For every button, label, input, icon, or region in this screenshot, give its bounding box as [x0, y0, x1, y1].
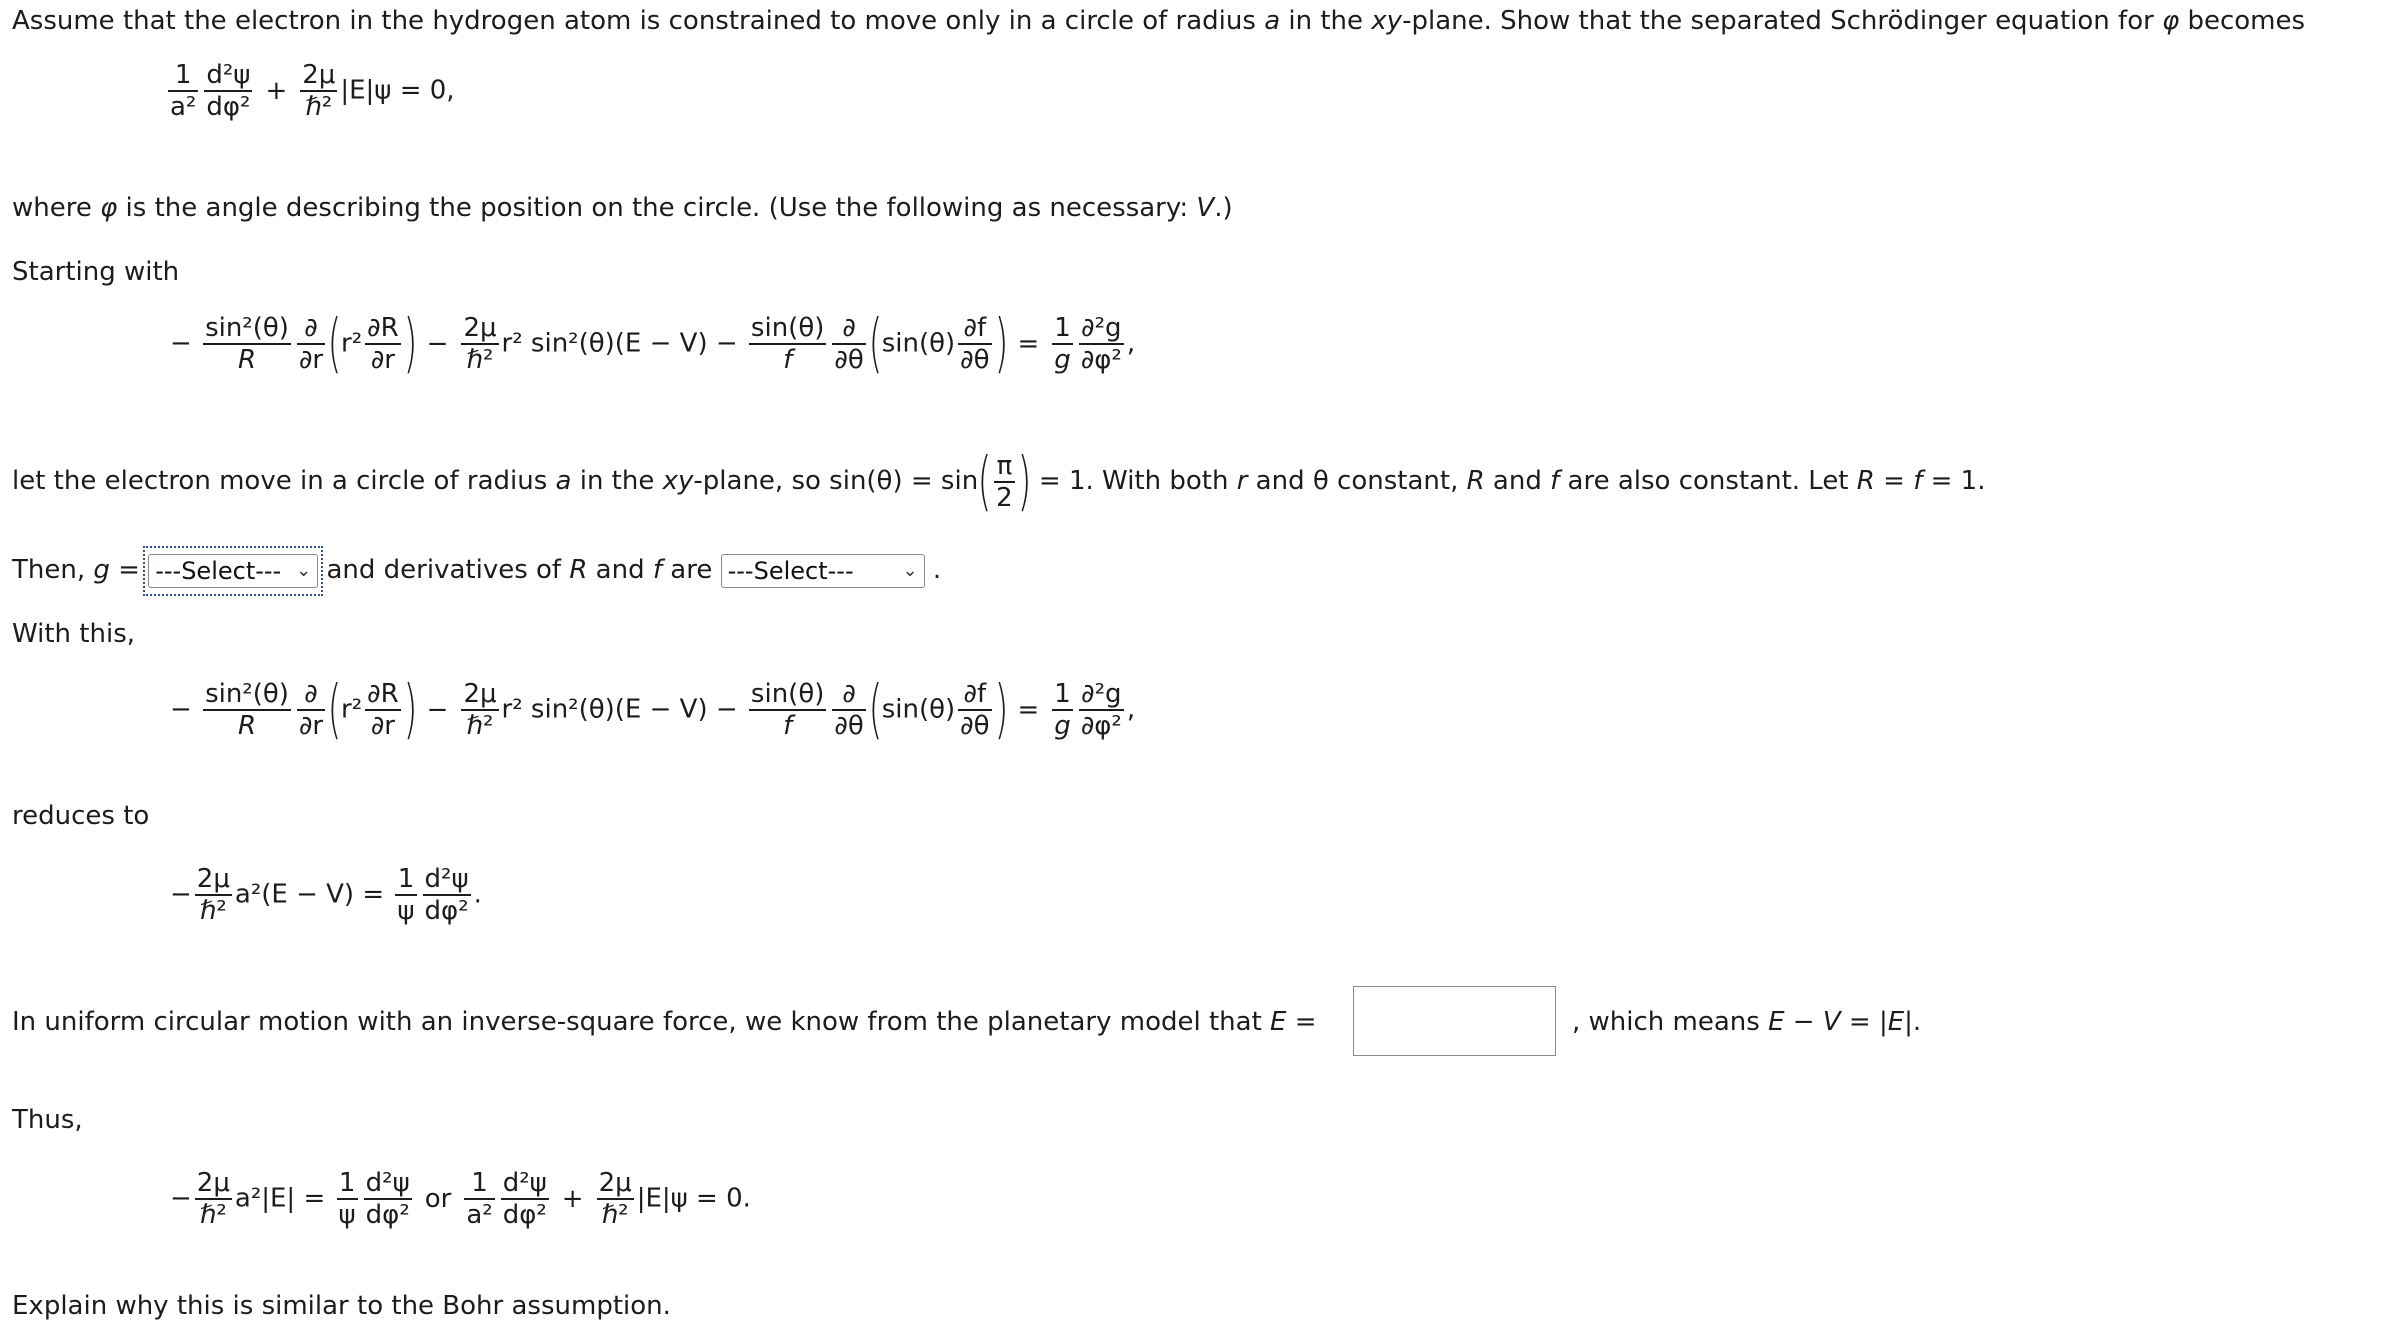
uniform-motion-tail: , which means E − V = |E|.	[1572, 1007, 1922, 1037]
let-line: let the electron move in a circle of radius a in the xy-plane, so sin(θ) = sin( $\frac{\pi}{2}$ ) = 1. With both r and θ constant, R and f are also constant. Let R = f = 1.	[12, 444, 1986, 519]
thus-label: Thus,	[12, 1105, 83, 1135]
separated-equation-start: − $\frac{\text{sin²(θ)}}{R}$ $\frac{\partial}{\partial r}$ (r² $\frac{\partial R}{\partial r}$ ) − $\frac{2\mu}{\text{ℏ²}}$ r² sin²(θ)(E − V) − $\frac{\sin(\theta)}{f}$ $\frac{\partial}{\partial\theta}$ (sin(θ) $\frac{\partial f}{\partial\theta}$ ) = $\frac{1}{g}$ $\frac{\text{∂²g}}{\text{∂φ²}}$ ,	[170, 307, 1136, 381]
with-this-label: With this,	[12, 619, 136, 649]
reduces-to-label: reduces to	[12, 801, 150, 831]
problem-intro: Assume that the electron in the hydrogen atom is constrained to move only in a circle of radius a in the xy-plane. Show that the separated Schrödinger equation for φ becomes	[12, 6, 2306, 36]
final-equation: − $\frac{2\mu}{\text{ℏ²}}$ a²|E| = $\frac{1}{\psi}$ $\frac{\text{d²ψ}}{\text{dφ²}}$ or $\frac{1}{\text{a²}}$ $\frac{\text{d²ψ}}{\text{dφ²}}$ + $\frac{2\mu}{\text{ℏ²}}$ |E|ψ = 0.	[170, 1168, 751, 1230]
then-line: Then, g = ---Select--- ⌄ and derivatives of R and f are ---Select--- ⌄ .	[12, 550, 941, 591]
derivatives-select[interactable]	[721, 551, 925, 591]
derivatives-select-value: ---Select---	[727, 556, 854, 585]
chevron-down-icon: ⌄	[296, 559, 312, 581]
where-line: where φ is the angle describing the position on the circle. (Use the following as necessary: V.)	[12, 193, 1233, 223]
starting-with-label: Starting with	[12, 257, 180, 287]
energy-answer-input[interactable]	[1353, 986, 1556, 1056]
uniform-motion-line: In uniform circular motion with an inverse-square force, we know from the planetary model that E =	[12, 1007, 1317, 1037]
chevron-down-icon: ⌄	[902, 559, 918, 581]
g-value-select[interactable]	[148, 551, 318, 591]
target-equation: $\frac{1}{\text{a²}}$ $\frac{\text{d²ψ}}{\text{dφ²}}$ + $\frac{2\mu}{\text{ℏ²}}$ |E|ψ = 0,	[170, 60, 455, 122]
g-select-value: ---Select---	[155, 556, 282, 585]
reduced-equation: − $\frac{2\mu}{\text{ℏ²}}$ a²(E − V) = $\frac{1}{\psi}$ $\frac{\text{d²ψ}}{\text{dφ²}}$ .	[170, 864, 482, 926]
separated-equation-repeat: − $\frac{\text{sin²(θ)}}{R}$ $\frac{\partial}{\partial r}$ (r² $\frac{\partial R}{\partial r}$ ) − $\frac{2\mu}{\text{ℏ²}}$ r² sin²(θ)(E − V) − $\frac{\sin(\theta)}{f}$ $\frac{\partial}{\partial\theta}$ (sin(θ) $\frac{\partial f}{\partial\theta}$ ) = $\frac{1}{g}$ $\frac{\text{∂²g}}{\text{∂φ²}}$ ,	[170, 673, 1136, 747]
explain-prompt: Explain why this is similar to the Bohr assumption.	[12, 1291, 671, 1321]
